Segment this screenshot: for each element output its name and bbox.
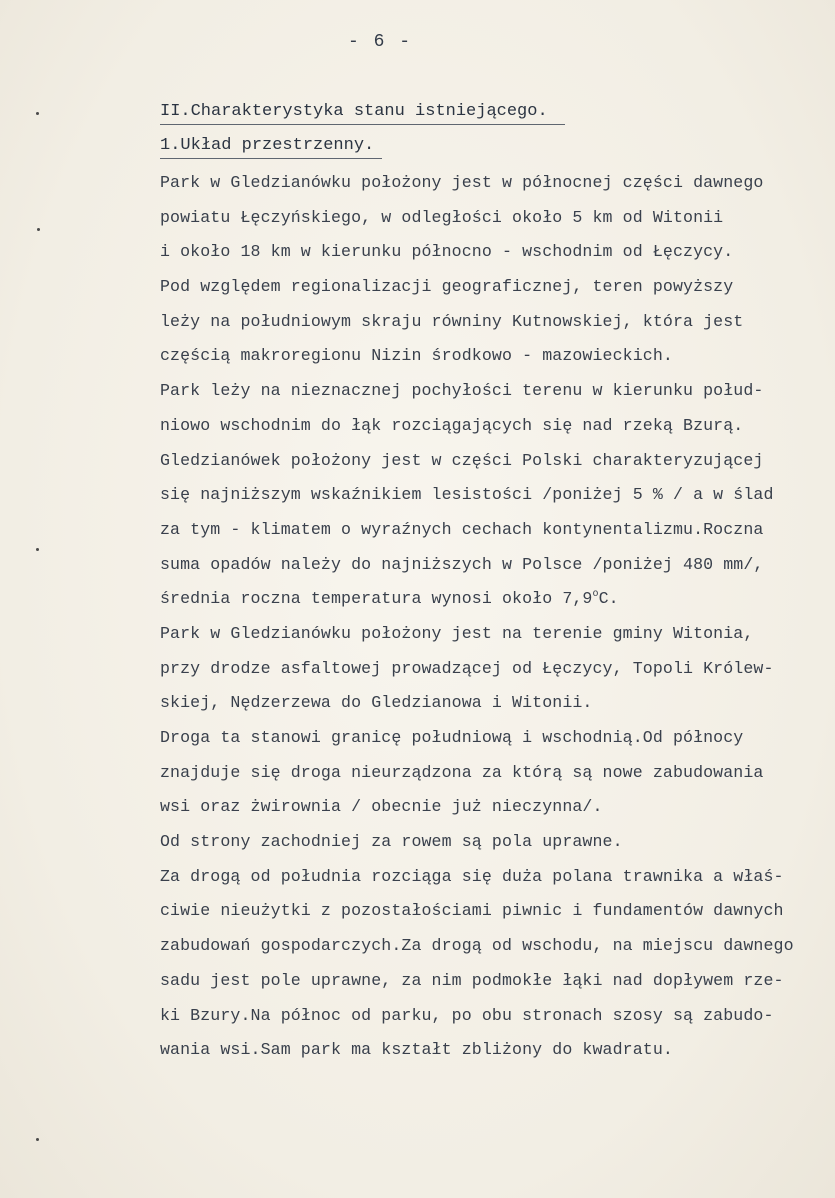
paper-speck xyxy=(36,1138,39,1141)
text-line: wania wsi.Sam park ma kształt zbliżony do kwadratu. xyxy=(160,1040,673,1060)
text-line-temperature xyxy=(160,582,820,617)
text-line: i około 18 km w kierunku północno - wschodnim od Łęczycy. xyxy=(160,242,734,262)
section-heading-underline xyxy=(160,124,565,125)
text-line: niowo wschodnim do łąk rozciągających się nad rzeką Bzurą. xyxy=(160,415,744,435)
text-line: powiatu Łęczyńskiego, w odległości około 5 km od Witonii xyxy=(160,207,724,227)
section-heading: II.Charakterystyka stanu istniejącego. xyxy=(160,102,548,121)
paper-speck xyxy=(36,548,39,551)
text-line: Droga ta stanowi granicę południową i wschodnią.Od północy xyxy=(160,728,744,747)
subsection-heading: 1.Układ przestrzenny. xyxy=(160,136,375,155)
text-line: za tym - klimatem o wyraźnych cechach kontynentalizmu.Roczna xyxy=(160,519,764,539)
text-line: Gledzianówek położony jest w części Polski charakteryzującej xyxy=(160,450,764,470)
temperature-text: średnia roczna temperatura wynosi około 7,9 xyxy=(160,589,593,609)
text-line: sadu jest pole uprawne, za nim podmokłe łąki nad dopływem rze- xyxy=(160,970,784,990)
text-line: leży na południowym skraju równiny Kutnowskiej, która jest xyxy=(160,311,744,331)
text-line: częścią makroregionu Nizin środkowo - mazowieckich. xyxy=(160,346,673,366)
text-line: się najniższym wskaźnikiem lesistości /poniżej 5 % / a w ślad xyxy=(160,485,774,505)
text-line: skiej, Nędzerzewa do Gledzianowa i Witonii. xyxy=(160,693,593,713)
paper-speck xyxy=(36,112,39,115)
text-line: suma opadów należy do najniższych w Polsce /poniżej 480 mm/, xyxy=(160,554,764,574)
degree-superscript: o xyxy=(592,589,599,601)
text-line: Pod względem regionalizacji geograficznej, teren powyższy xyxy=(160,277,734,297)
text-line: Park w Gledzianówku położony jest na terenie gminy Witonia, xyxy=(160,623,754,643)
text-line: wsi oraz żwirownia / obecnie już nieczynna/. xyxy=(160,797,603,817)
text-line: zabudowań gospodarczych.Za drogą od wschodu, na miejscu dawnego xyxy=(160,936,794,956)
text-line: Park leży na nieznacznej pochyłości terenu w kierunku połud- xyxy=(160,381,764,401)
page-number: - 6 - xyxy=(347,32,412,52)
text-line: ki Bzury.Na północ od parku, po obu stronach szosy są zabudo- xyxy=(160,1005,774,1025)
body-text xyxy=(160,166,820,1068)
temperature-unit: C. xyxy=(598,589,619,609)
text-line: Za drogą od południa rozciąga się duża polana trawnika a właś- xyxy=(160,866,784,886)
text-line: Park w Gledzianówku położony jest w północnej części dawnego xyxy=(160,173,764,192)
text-line: ciwie nieużytki z pozostałościami piwnic i fundamentów dawnych xyxy=(160,901,784,921)
text-line: znajduje się droga nieurządzona za którą są nowe zabudowania xyxy=(160,762,764,782)
text-line: Od strony zachodniej za rowem są pola uprawne. xyxy=(160,832,623,852)
text-line: przy drodze asfaltowej prowadzącej od Łęczycy, Topoli Królew- xyxy=(160,658,774,678)
subsection-heading-underline xyxy=(160,158,382,159)
paper-speck xyxy=(37,228,40,231)
